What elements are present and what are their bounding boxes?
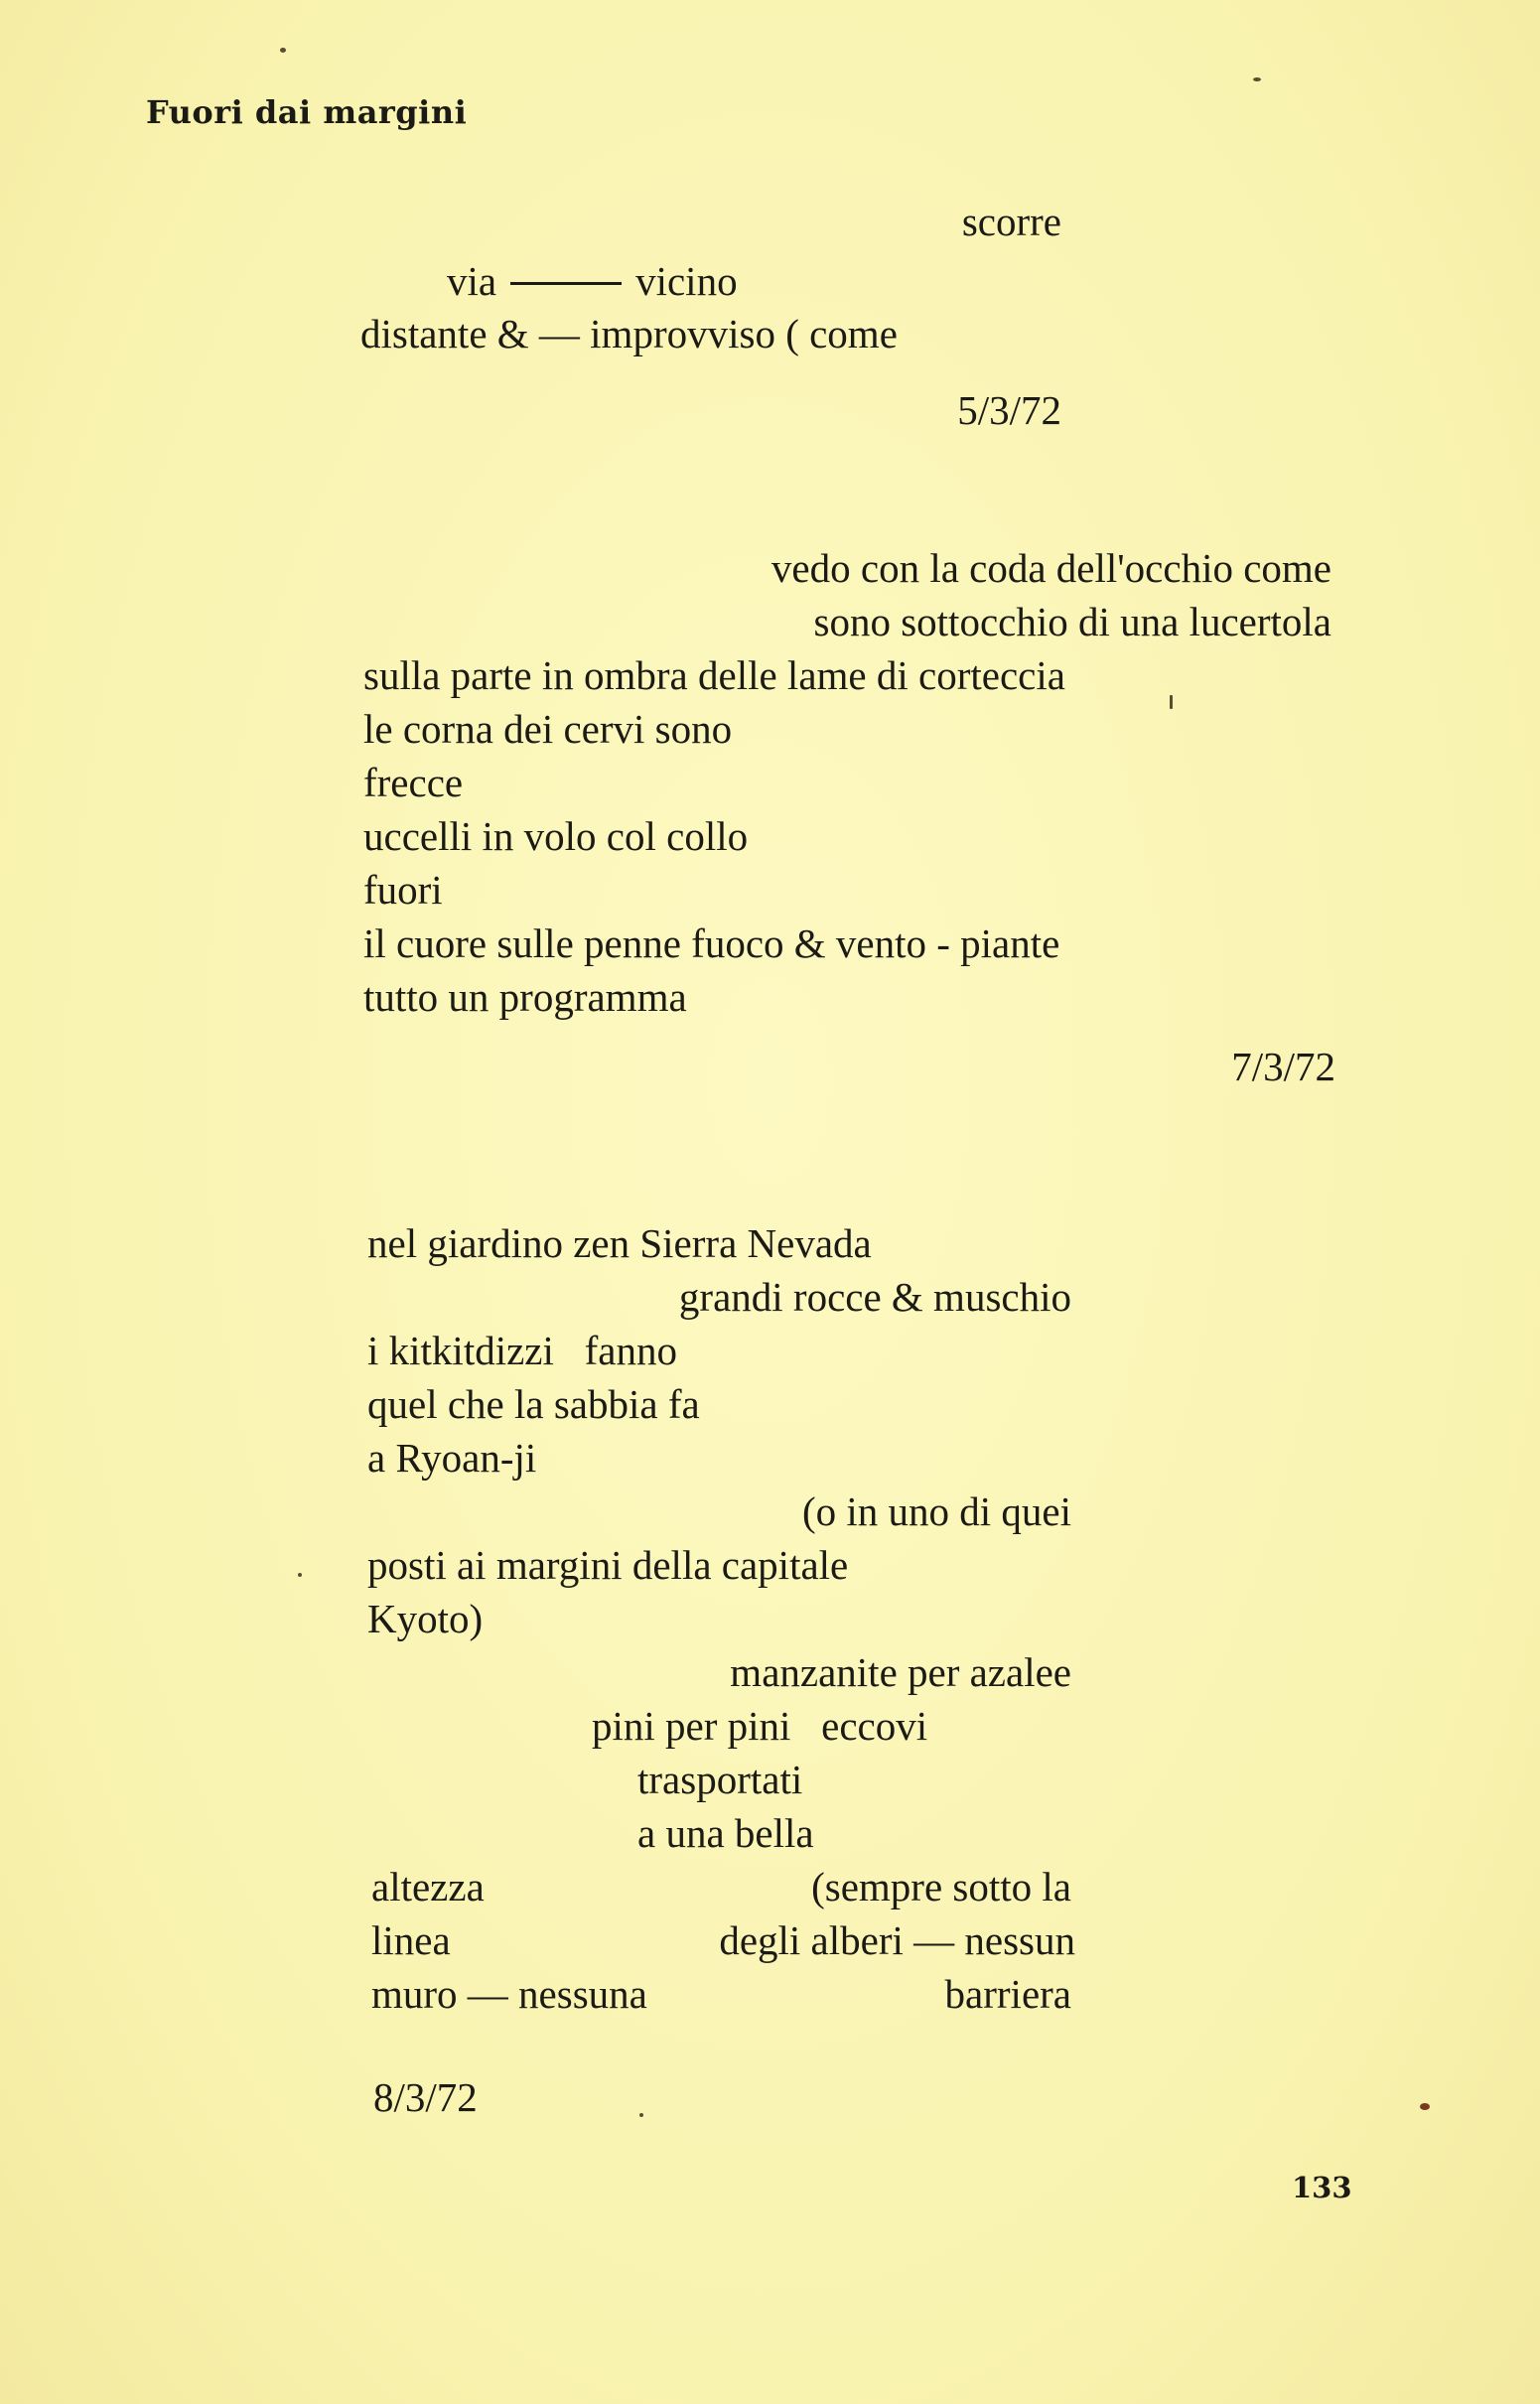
poem3-line-13-right: (sempre sotto la xyxy=(811,1864,1071,1909)
poem2-line-2: sono sottocchio di una lucertola xyxy=(813,599,1331,644)
poem3-line-10: pini per pini eccovi xyxy=(592,1703,928,1749)
paper-speck xyxy=(1420,2103,1430,2110)
poem2-line-5: frecce xyxy=(363,760,464,805)
poem3-line-14-right: degli alberi — nessun xyxy=(719,1917,1075,1963)
poem1-line-2 xyxy=(447,258,738,304)
poem3-line-1: nel giardino zen Sierra Nevada xyxy=(367,1220,872,1266)
poem1-line-3: distante & — improvviso ( come xyxy=(360,311,898,356)
page-number: 133 xyxy=(1292,2171,1352,2204)
poem3-line-15-right: barriera xyxy=(944,1971,1071,2017)
poem3-line-14-left: linea xyxy=(371,1917,451,1963)
poem2-line-9: tutto un programma xyxy=(363,974,687,1020)
poem3-line-2: grandi rocce & muschio xyxy=(678,1274,1071,1320)
poem3-line-3: i kitkitdizzi fanno xyxy=(367,1328,677,1373)
paper-speck xyxy=(1170,695,1173,709)
poem2-line-3: sulla parte in ombra delle lame di corteccia xyxy=(363,652,1065,698)
poem3-line-15-left: muro — nessuna xyxy=(371,1971,647,2017)
poem3-line-9: manzanite per azalee xyxy=(730,1649,1071,1695)
long-dash xyxy=(510,282,622,285)
paper-speck xyxy=(639,2113,643,2117)
poem3-line-6: (o in uno di quei xyxy=(801,1488,1071,1534)
poem3-line-4: quel che la sabbia fa xyxy=(367,1381,700,1427)
poem3-line-8: Kyoto) xyxy=(367,1596,484,1641)
poem1-date: 5/3/72 xyxy=(957,387,1061,433)
poem2-line-6: uccelli in volo col collo xyxy=(363,813,749,859)
running-header: Fuori dai margini xyxy=(146,93,468,131)
paper-speck xyxy=(1253,77,1261,81)
poem2-line-1: vedo con la coda dell'occhio come xyxy=(770,545,1331,591)
paper-speck xyxy=(280,48,286,53)
poem1-line-2-left: via xyxy=(447,258,497,304)
poem2-line-4: le corna dei cervi sono xyxy=(363,706,733,752)
poem3-line-7: posti ai margini della capitale xyxy=(367,1542,849,1588)
poem3-date: 8/3/72 xyxy=(373,2074,478,2120)
poem3-line-12: a una bella xyxy=(637,1810,814,1856)
poem3-line-13-left: altezza xyxy=(371,1864,485,1909)
poem1-line-1: scorre xyxy=(961,199,1061,244)
poem1-line-2-right: vicino xyxy=(635,258,738,304)
poem2-line-7: fuori xyxy=(363,867,443,913)
poem3-line-5: a Ryoan-ji xyxy=(367,1435,537,1481)
poem3-line-11: trasportati xyxy=(637,1757,803,1802)
poem2-line-8: il cuore sulle penne fuoco & vento - piante xyxy=(363,920,1060,966)
poem2-date: 7/3/72 xyxy=(1231,1044,1335,1089)
paper-speck xyxy=(298,1573,302,1577)
